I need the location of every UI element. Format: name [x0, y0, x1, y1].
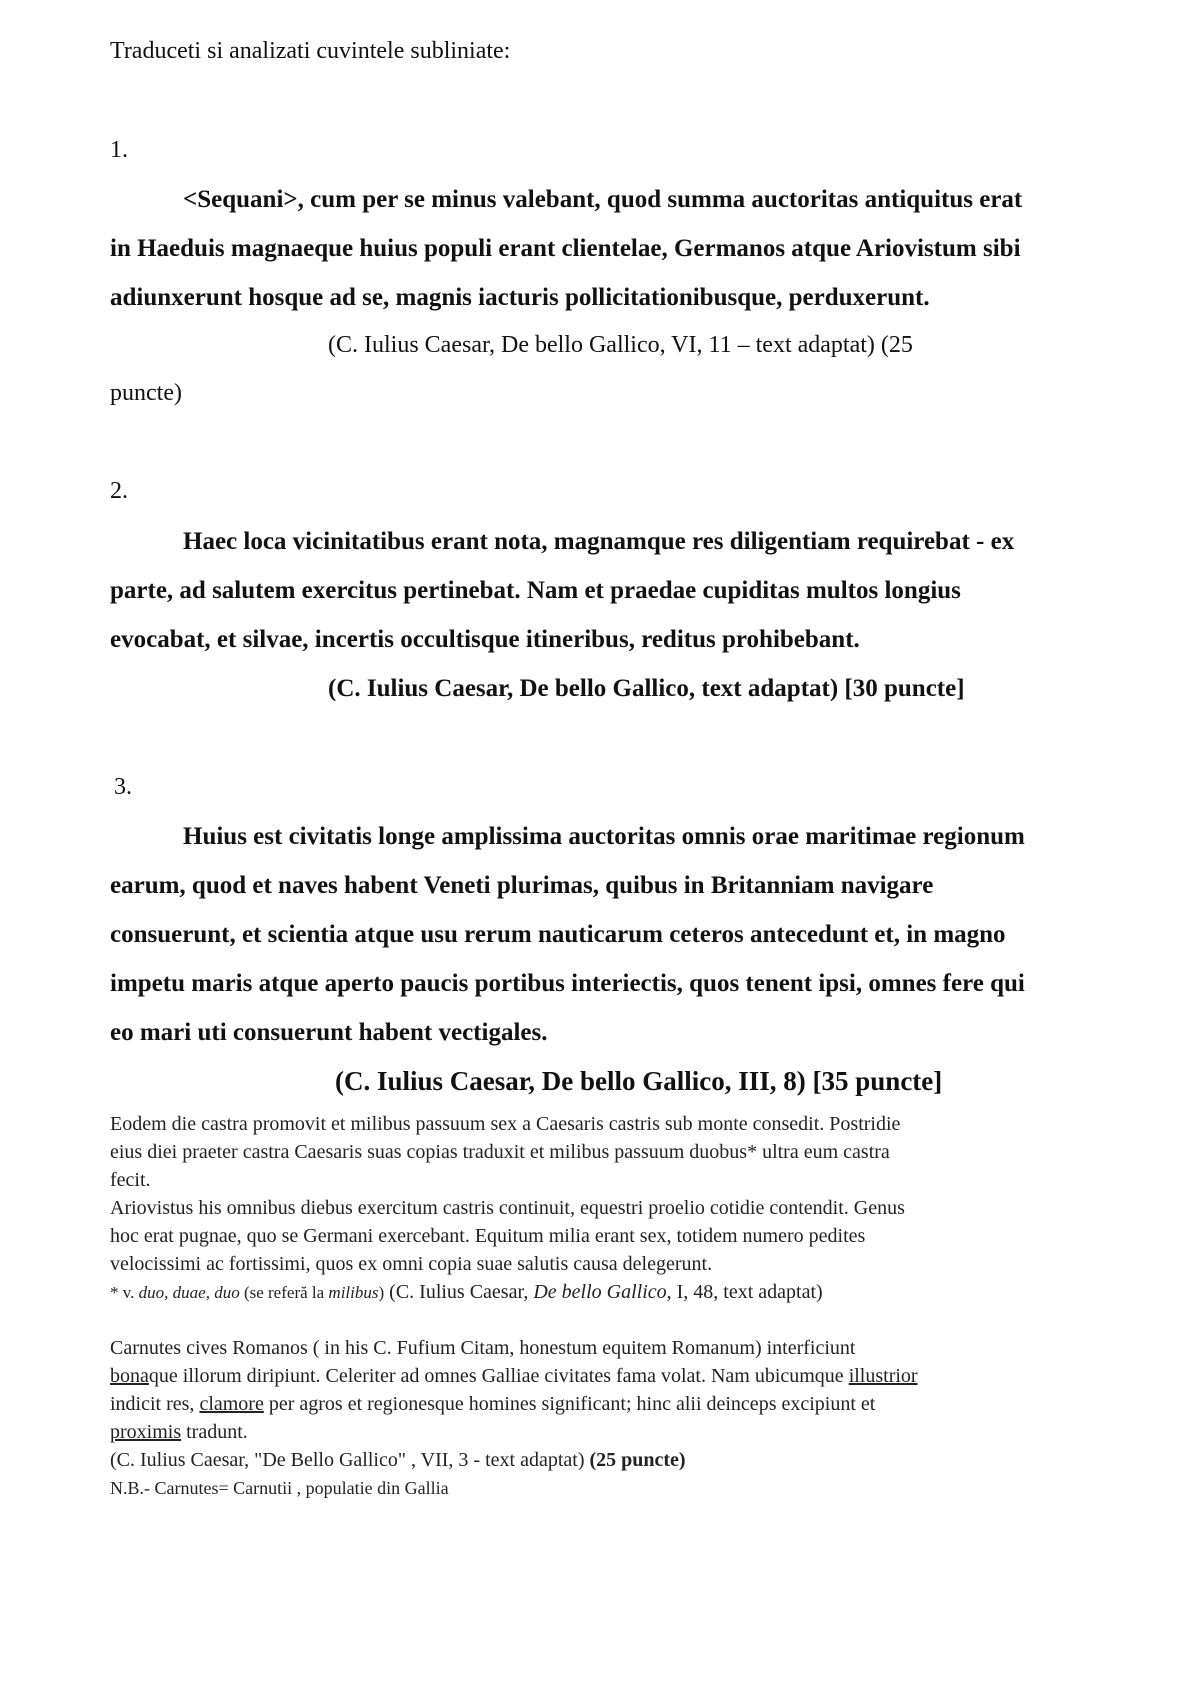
underlined-word: proximis — [110, 1421, 182, 1443]
exercise-2-line: Haec loca vicinitatibus erant nota, magnamque res diligentiam requirebat - ex — [183, 528, 1015, 555]
exercise-5-line — [110, 1390, 1110, 1418]
exercise-2-citation: (C. Iulius Caesar, De bello Gallico, text adaptat) [30 puncte] — [328, 675, 965, 702]
exercise-1-line: adiunxerunt hosque ad se, magnis iacturis pollicitationibusque, perduxerunt. — [110, 284, 930, 311]
exercise-5-line — [110, 1418, 1110, 1446]
exercise-5-text-run: tradunt. — [181, 1421, 248, 1443]
exercise-4-citation-post: , I, 48, text adaptat) — [666, 1281, 823, 1303]
exercise-4-citation-pre: (C. Iulius Caesar, — [384, 1281, 534, 1303]
exercise-5-text-run: que illorum diripiunt. Celeriter ad omnes Galliae civitates fama volat. Nam ubicumque — [148, 1365, 849, 1387]
exercise-4-line: velocissimi ac fortissimi, quos ex omni copia suae salutis causa delegerunt. — [110, 1253, 713, 1275]
exercise-3-line: impetu maris atque aperto paucis portibus interiectis, quos tenent ipsi, omnes fere qui — [110, 970, 1025, 997]
exercise-5-citation-text: (C. Iulius Caesar, "De Bello Gallico" , VII, 3 - text adaptat) — [110, 1449, 590, 1471]
exercise-4-footnote — [110, 1278, 1110, 1307]
exercise-3-number: 3. — [114, 774, 132, 800]
exercise-4-text — [110, 1110, 1110, 1307]
exercise-1-number: 1. — [110, 137, 128, 163]
exercise-2-number: 2. — [110, 478, 128, 504]
exercise-2-line: evocabat, et silvae, incertis occultisque itineribus, reditus prohibebant. — [110, 626, 860, 653]
exercise-5-line: Carnutes cives Romanos ( in his C. Fufium Citam, honestum equitem Romanum) interficiunt — [110, 1337, 856, 1359]
exercise-3-line: Huius est civitatis longe amplissima auctoritas omnis orae maritimae regionum — [183, 823, 1025, 850]
footnote-close: ) — [378, 1283, 385, 1302]
exercise-5-citation — [110, 1446, 1110, 1474]
footnote-forms: duo, duae, duo — [138, 1283, 240, 1302]
exercise-1-citation-cont: puncte) — [110, 380, 182, 406]
exercise-1-text — [110, 175, 1110, 322]
footnote-ref: (se referă la — [239, 1283, 329, 1302]
exercise-5-line — [110, 1362, 1110, 1390]
exercise-4-line: fecit. — [110, 1169, 151, 1191]
instructions-heading: Traduceti si analizati cuvintele subliniate: — [110, 38, 511, 64]
exercise-4-line: Eodem die castra promovit et milibus passuum sex a Caesaris castris sub monte consedit. Postridie — [110, 1113, 901, 1135]
exercise-3-text — [110, 812, 1110, 1057]
exercise-5-text — [110, 1334, 1110, 1502]
exercise-1-citation: (C. Iulius Caesar, De bello Gallico, VI, 11 – text adaptat) (25 — [328, 332, 913, 358]
exercise-1-line: <Sequani>, cum per se minus valebant, quod summa auctoritas antiquitus erat — [183, 186, 1023, 213]
footnote-word: milibus — [328, 1283, 379, 1302]
exercise-5-points: (25 puncte) — [589, 1449, 686, 1471]
exercise-2-line: parte, ad salutem exercitus pertinebat. Nam et praedae cupiditas multos longius — [110, 577, 961, 604]
footnote-star: * v. — [110, 1283, 139, 1302]
exercise-4-line: eius diei praeter castra Caesaris suas copias traduxit et milibus passuum duobus* ultra eum castra — [110, 1141, 890, 1163]
underlined-word: illustrior — [848, 1365, 918, 1387]
exercise-5-text-run: per agros et regionesque homines significant; hinc alii deinceps excipiunt et — [263, 1393, 876, 1415]
exercise-2-text — [110, 517, 1110, 664]
underlined-word: bona — [110, 1365, 149, 1387]
exercise-5-text-run: indicit res, — [110, 1393, 200, 1415]
exercise-4-line: Ariovistus his omnibus diebus exercitum castris continuit, equestri proelio cotidie contendit. Genus — [110, 1197, 905, 1219]
exercise-5-note: N.B.- Carnutes= Carnutii , populatie din Gallia — [110, 1478, 449, 1498]
exercise-3-citation: (C. Iulius Caesar, De bello Gallico, III, 8) [35 puncte] — [335, 1066, 943, 1096]
exercise-4-citation-title: De bello Gallico — [533, 1281, 667, 1303]
exercise-4-line: hoc erat pugnae, quo se Germani exercebant. Equitum milia erant sex, totidem numero pedites — [110, 1225, 866, 1247]
exercise-3-line: earum, quod et naves habent Veneti plurimas, quibus in Britanniam navigare — [110, 872, 934, 899]
underlined-word: clamore — [199, 1393, 264, 1415]
exercise-1-line: in Haeduis magnaeque huius populi erant clientelae, Germanos atque Ariovistum sibi — [110, 235, 1021, 262]
exercise-3-line: eo mari uti consuerunt habent vectigales. — [110, 1019, 548, 1046]
exercise-3-line: consuerunt, et scientia atque usu rerum nauticarum ceteros antecedunt et, in magno — [110, 921, 1006, 948]
